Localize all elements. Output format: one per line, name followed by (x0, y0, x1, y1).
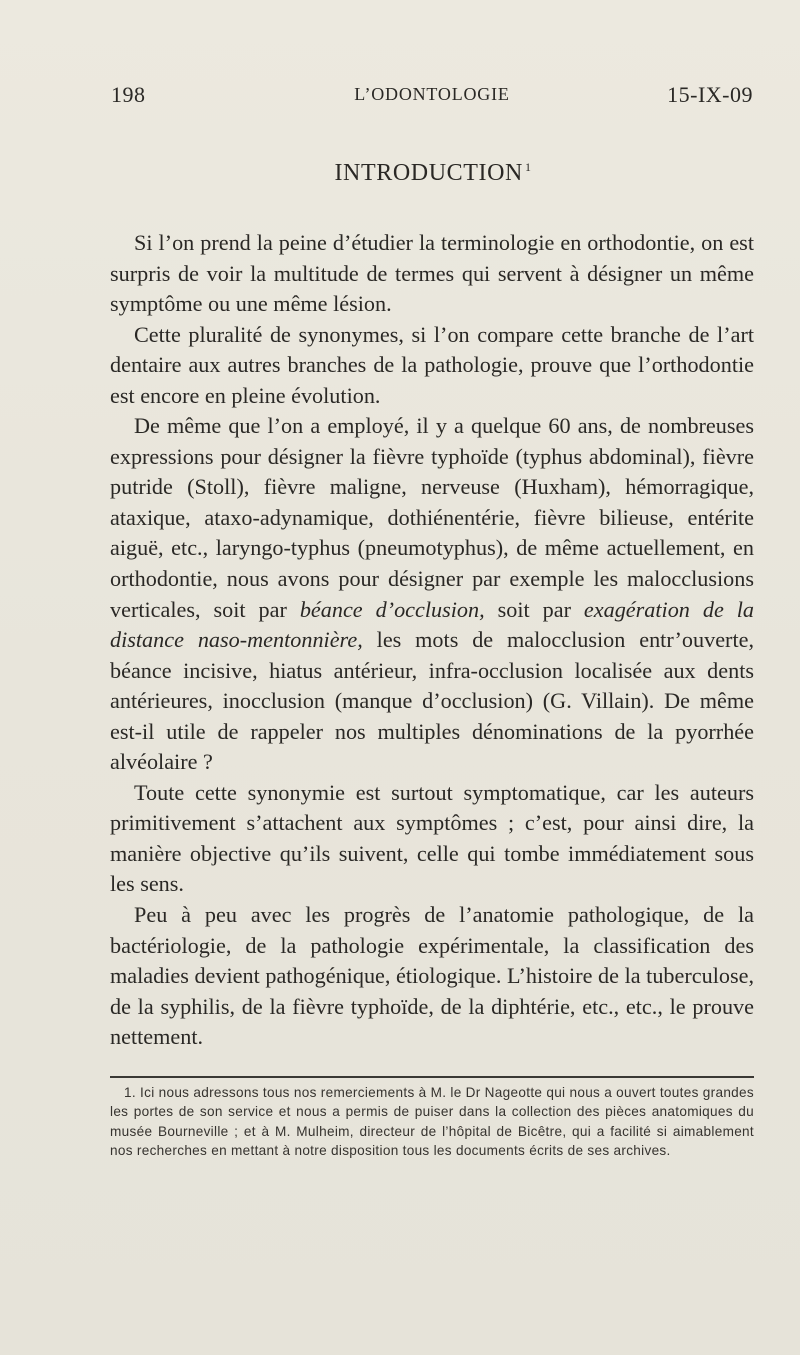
footnote-divider (110, 1076, 754, 1078)
paragraph-4: Toute cette synonymie est surtout symptomatique, car les auteurs primitivement s’attachent aux symptômes ; c’est, pour ainsi dire, la manière objective qu’ils suivent, celle qui tombe immédiatement sous les sens. (110, 779, 754, 897)
running-header (111, 82, 753, 112)
body-text (110, 228, 754, 1053)
paragraph-2: Cette pluralité de synonymes, si l’on compare cette branche de l’art dentaire aux autres branches de la pathologie, prouve que l’orthodontie est encore en pleine évolution. (110, 321, 754, 408)
italic-term-beance: béance d’occlusion, (299, 596, 485, 622)
section-title (0, 160, 800, 187)
paragraph-3-part-a: De même que l’on a employé, il y a quelque 60 ans, de nombreuses expressions pour désigner la fièvre typhoïde (typhus abdominal), fièvre putride (Stoll), fièvre maligne, nerveuse (Huxham), hémorragique, ataxique, ataxo-adynamique, dothiénentérie, fièvre bilieuse, entérite aiguë, etc., laryngo-typhus (pneumotyphus), de même actuellement, en orthodontie, nous avons pour désigner par exemple les malocclusions verticales, soit par (110, 413, 754, 622)
paragraph-5: Peu à peu avec les progrès de l’anatomie pathologique, de la bactériologie, de la pathologie expérimentale, la classification des maladies devient pathogénique, étiologique. L’histoire de la tuberculose, de la syphilis, de la fièvre typhoïde, de la diphtérie, etc., etc., le prouve nettement. (110, 902, 754, 1050)
italic-term-exageration: exagération de la distance naso-mentonnière, (110, 596, 755, 653)
footnote-marker: 1 (524, 160, 532, 174)
paragraph-3-part-c: soit par (484, 596, 584, 622)
footnote-text: 1. Ici nous adressons tous nos remerciements à M. le Dr Nageotte qui nous a ouvert toutes grandes les portes de son service et nous a permis de puiser dans la collection des pièces anatomiques du musée Bourneville ; et à M. Mulheim, directeur de l’hôpital de Bicêtre, qui a facilité si aimablement nos recherches en mettant à notre disposition tous les documents écrits de ses archives. (110, 1085, 754, 1159)
journal-title: L’ODONTOLOGIE (354, 84, 510, 104)
section-title-text: INTRODUCTION (334, 160, 523, 186)
page-number: 198 (111, 82, 146, 107)
footnote (110, 1083, 754, 1161)
paragraph-3 (110, 411, 754, 778)
paragraph-1: Si l’on prend la peine d’étudier la terminologie en orthodontie, on est surpris de voir la multitude de termes qui servent à désigner un même symptôme ou une même lésion. (110, 230, 754, 317)
paragraph-3-part-e: les mots de malocclusion entr’ouverte, béance incisive, hiatus antérieur, infra-occlusion localisée aux dents antérieures, inocclusion (manque d’occlusion) (G. Villain). De même est-il utile de rappeler nos multiples dénominations de la pyorrhée alvéolaire ? (110, 627, 755, 775)
issue-date: 15-IX-09 (667, 82, 753, 107)
